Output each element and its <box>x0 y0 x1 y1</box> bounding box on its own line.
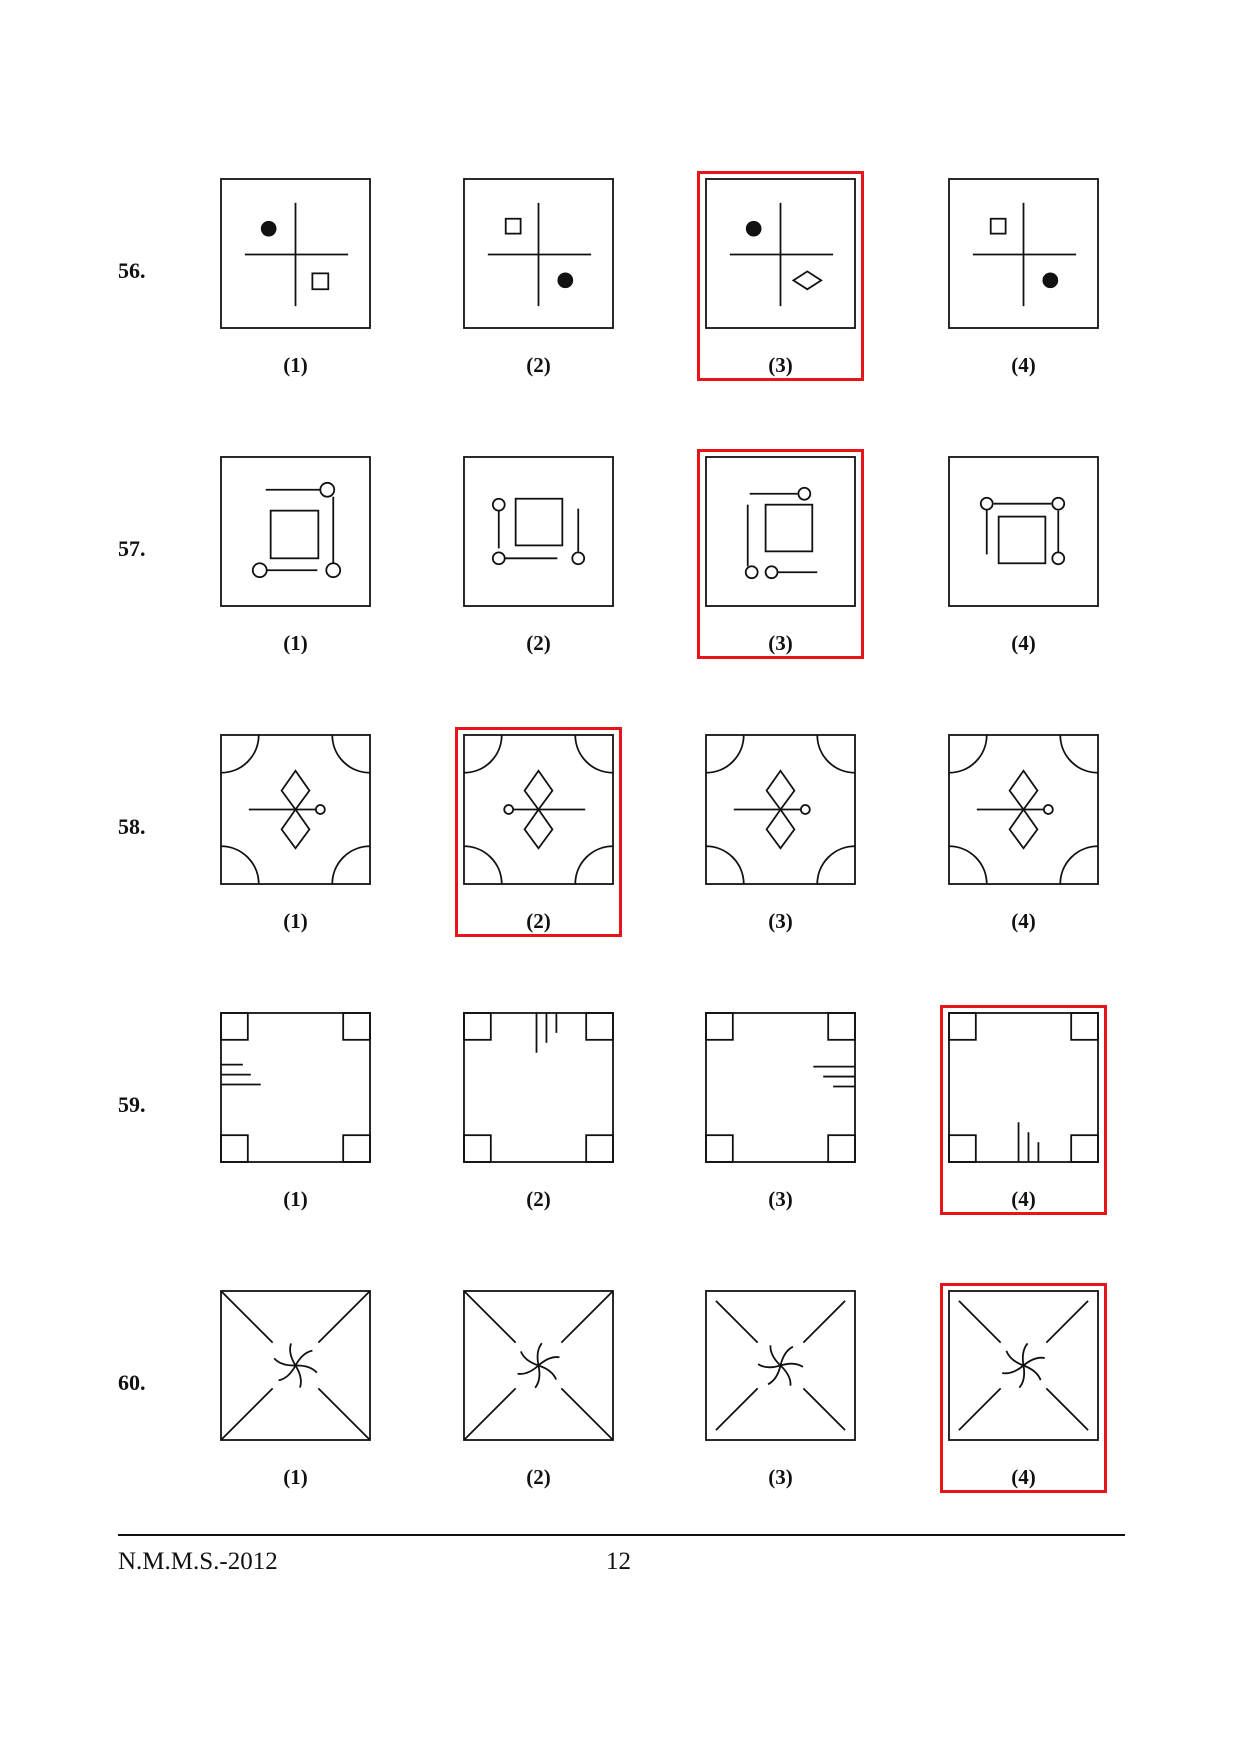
inner-square <box>999 517 1046 564</box>
figure-drawing <box>705 1290 856 1441</box>
option-label: (3) <box>768 631 793 655</box>
answer-highlight-box <box>697 171 864 381</box>
option-figure[interactable] <box>463 1290 614 1441</box>
pinwheel <box>274 1343 317 1387</box>
figure-frame <box>464 457 613 606</box>
corner-arc <box>1060 846 1098 884</box>
corner-square <box>343 1135 370 1162</box>
small-circle <box>316 805 325 814</box>
pinwheel-arm <box>764 1366 784 1385</box>
option-label: (1) <box>283 1465 308 1489</box>
option-label: (3) <box>768 1187 793 1211</box>
option-label: (3) <box>768 909 793 933</box>
option-label: (4) <box>1011 353 1036 377</box>
pinwheel-arm <box>287 1366 308 1388</box>
corner-arc <box>706 846 744 884</box>
diagonal-line <box>561 1291 613 1343</box>
corner-arc <box>817 735 855 773</box>
inner-square <box>516 499 563 546</box>
figure-drawing <box>220 456 371 607</box>
question-number: 58. <box>118 814 146 839</box>
pinwheel-arm <box>777 1347 797 1366</box>
diamond-top <box>282 771 310 810</box>
corner-arc <box>221 735 259 773</box>
option-label: (1) <box>283 909 308 933</box>
option-figure[interactable] <box>705 1012 856 1163</box>
option-figure[interactable] <box>220 456 371 607</box>
figure-drawing <box>220 178 371 329</box>
question-number: 59. <box>118 1092 146 1117</box>
option-label: (2) <box>526 1465 551 1489</box>
option-figure[interactable] <box>948 734 1099 885</box>
corner-arc <box>706 735 744 773</box>
corner-square <box>586 1135 613 1162</box>
pinwheel-arm <box>283 1343 304 1365</box>
filled-dot <box>1043 273 1057 287</box>
diamond-top <box>767 771 795 810</box>
small-square <box>506 219 521 234</box>
pinwheel-arm <box>279 1366 296 1381</box>
option-label: (2) <box>526 353 551 377</box>
figure-drawing <box>220 734 371 885</box>
figure-drawing <box>948 178 1099 329</box>
diagonal-line <box>464 1388 516 1440</box>
figure-frame <box>464 1013 613 1162</box>
filled-dot <box>558 273 572 287</box>
small-circle <box>801 805 810 814</box>
corner-square <box>464 1013 491 1040</box>
diamond-bottom <box>1010 810 1038 849</box>
option-figure[interactable] <box>948 456 1099 607</box>
corner-square <box>828 1013 855 1040</box>
corner-arc <box>221 846 259 884</box>
figure-frame <box>221 1013 370 1162</box>
option-figure[interactable] <box>705 1290 856 1441</box>
figure-drawing <box>948 456 1099 607</box>
corner-square <box>706 1013 733 1040</box>
figure-drawing <box>705 1012 856 1163</box>
pinwheel-arm <box>296 1351 313 1366</box>
answer-highlight-box <box>940 1005 1107 1215</box>
option-figure[interactable] <box>220 1290 371 1441</box>
diagonal-line <box>716 1301 758 1343</box>
pin-circle <box>572 552 584 564</box>
pin-circle <box>493 499 505 511</box>
corner-square <box>221 1135 248 1162</box>
corner-square <box>586 1013 613 1040</box>
option-figure[interactable] <box>463 456 614 607</box>
figure-drawing <box>463 1290 614 1441</box>
option-figure[interactable] <box>220 1012 371 1163</box>
diagonal-line <box>561 1388 613 1440</box>
corner-arc <box>949 735 987 773</box>
filled-dot <box>262 222 276 236</box>
option-label: (1) <box>283 353 308 377</box>
question-number: 56. <box>118 258 146 283</box>
question-number: 60. <box>118 1370 146 1395</box>
diagonal-line <box>318 1388 370 1440</box>
corner-arc <box>949 846 987 884</box>
answer-highlight-box <box>455 727 622 937</box>
option-label: (4) <box>1011 909 1036 933</box>
pinwheel <box>511 1337 566 1393</box>
small-square <box>312 273 328 289</box>
corner-square <box>221 1013 248 1040</box>
small-circle <box>1044 805 1053 814</box>
pin-circle <box>326 563 340 577</box>
pin-circle <box>253 563 267 577</box>
figure-frame <box>221 457 370 606</box>
figure-drawing <box>220 1290 371 1441</box>
figure-drawing <box>463 456 614 607</box>
option-figure[interactable] <box>705 734 856 885</box>
figure-drawing <box>705 734 856 885</box>
corner-arc <box>1060 735 1098 773</box>
figure-drawing <box>463 1012 614 1163</box>
option-label: (4) <box>1011 1465 1036 1489</box>
figure-drawing <box>948 734 1099 885</box>
pinwheel-arm <box>539 1351 560 1371</box>
pinwheel-arm <box>781 1355 803 1377</box>
corner-square <box>828 1135 855 1162</box>
figure-frame <box>706 1013 855 1162</box>
pinwheel-arm <box>758 1354 780 1376</box>
diagonal-line <box>318 1291 370 1343</box>
diagonal-line <box>221 1291 273 1343</box>
option-label: (1) <box>283 1187 308 1211</box>
option-figure[interactable] <box>463 1012 614 1163</box>
pinwheel-arm <box>521 1349 539 1368</box>
answer-highlight-box <box>697 449 864 659</box>
pinwheel <box>754 1339 807 1393</box>
diagonal-line <box>716 1388 758 1430</box>
diamond-top <box>1010 771 1038 810</box>
pin-circle <box>1052 552 1064 564</box>
option-label: (4) <box>1011 1187 1036 1211</box>
option-figure[interactable] <box>220 178 371 329</box>
figure-frame <box>949 457 1098 606</box>
diagonal-line <box>221 1388 273 1440</box>
inner-square <box>271 511 319 559</box>
page-number: 12 <box>606 1548 631 1575</box>
pin-circle <box>493 552 505 564</box>
corner-arc <box>817 846 855 884</box>
corner-square <box>343 1013 370 1040</box>
diagonal-line <box>464 1291 516 1343</box>
diamond-bottom <box>282 810 310 849</box>
option-label: (4) <box>1011 631 1036 655</box>
answer-highlight-box <box>940 1283 1107 1493</box>
pinwheel-arm <box>518 1360 539 1380</box>
pinwheel-arm <box>539 1363 557 1382</box>
footer-exam-title: N.M.M.S.-2012 <box>118 1548 278 1575</box>
diagonal-line <box>803 1301 845 1343</box>
option-figure[interactable] <box>463 178 614 329</box>
option-label: (2) <box>526 631 551 655</box>
corner-arc <box>332 735 370 773</box>
corner-arc <box>332 846 370 884</box>
figure-drawing <box>220 1012 371 1163</box>
option-label: (2) <box>526 909 551 933</box>
option-label: (1) <box>283 631 308 655</box>
corner-square <box>464 1135 491 1162</box>
option-figure[interactable] <box>220 734 371 885</box>
option-label: (3) <box>768 353 793 377</box>
pin-circle <box>320 483 334 497</box>
option-label: (3) <box>768 1465 793 1489</box>
question-number: 57. <box>118 536 146 561</box>
diagonal-line <box>803 1388 845 1430</box>
small-square <box>991 219 1006 234</box>
option-label: (2) <box>526 1187 551 1211</box>
pin-circle <box>1052 498 1064 510</box>
corner-square <box>706 1135 733 1162</box>
diamond-bottom <box>767 810 795 849</box>
option-figure[interactable] <box>948 178 1099 329</box>
pin-circle <box>981 498 993 510</box>
figure-drawing <box>463 178 614 329</box>
footer-divider <box>118 1534 1125 1536</box>
